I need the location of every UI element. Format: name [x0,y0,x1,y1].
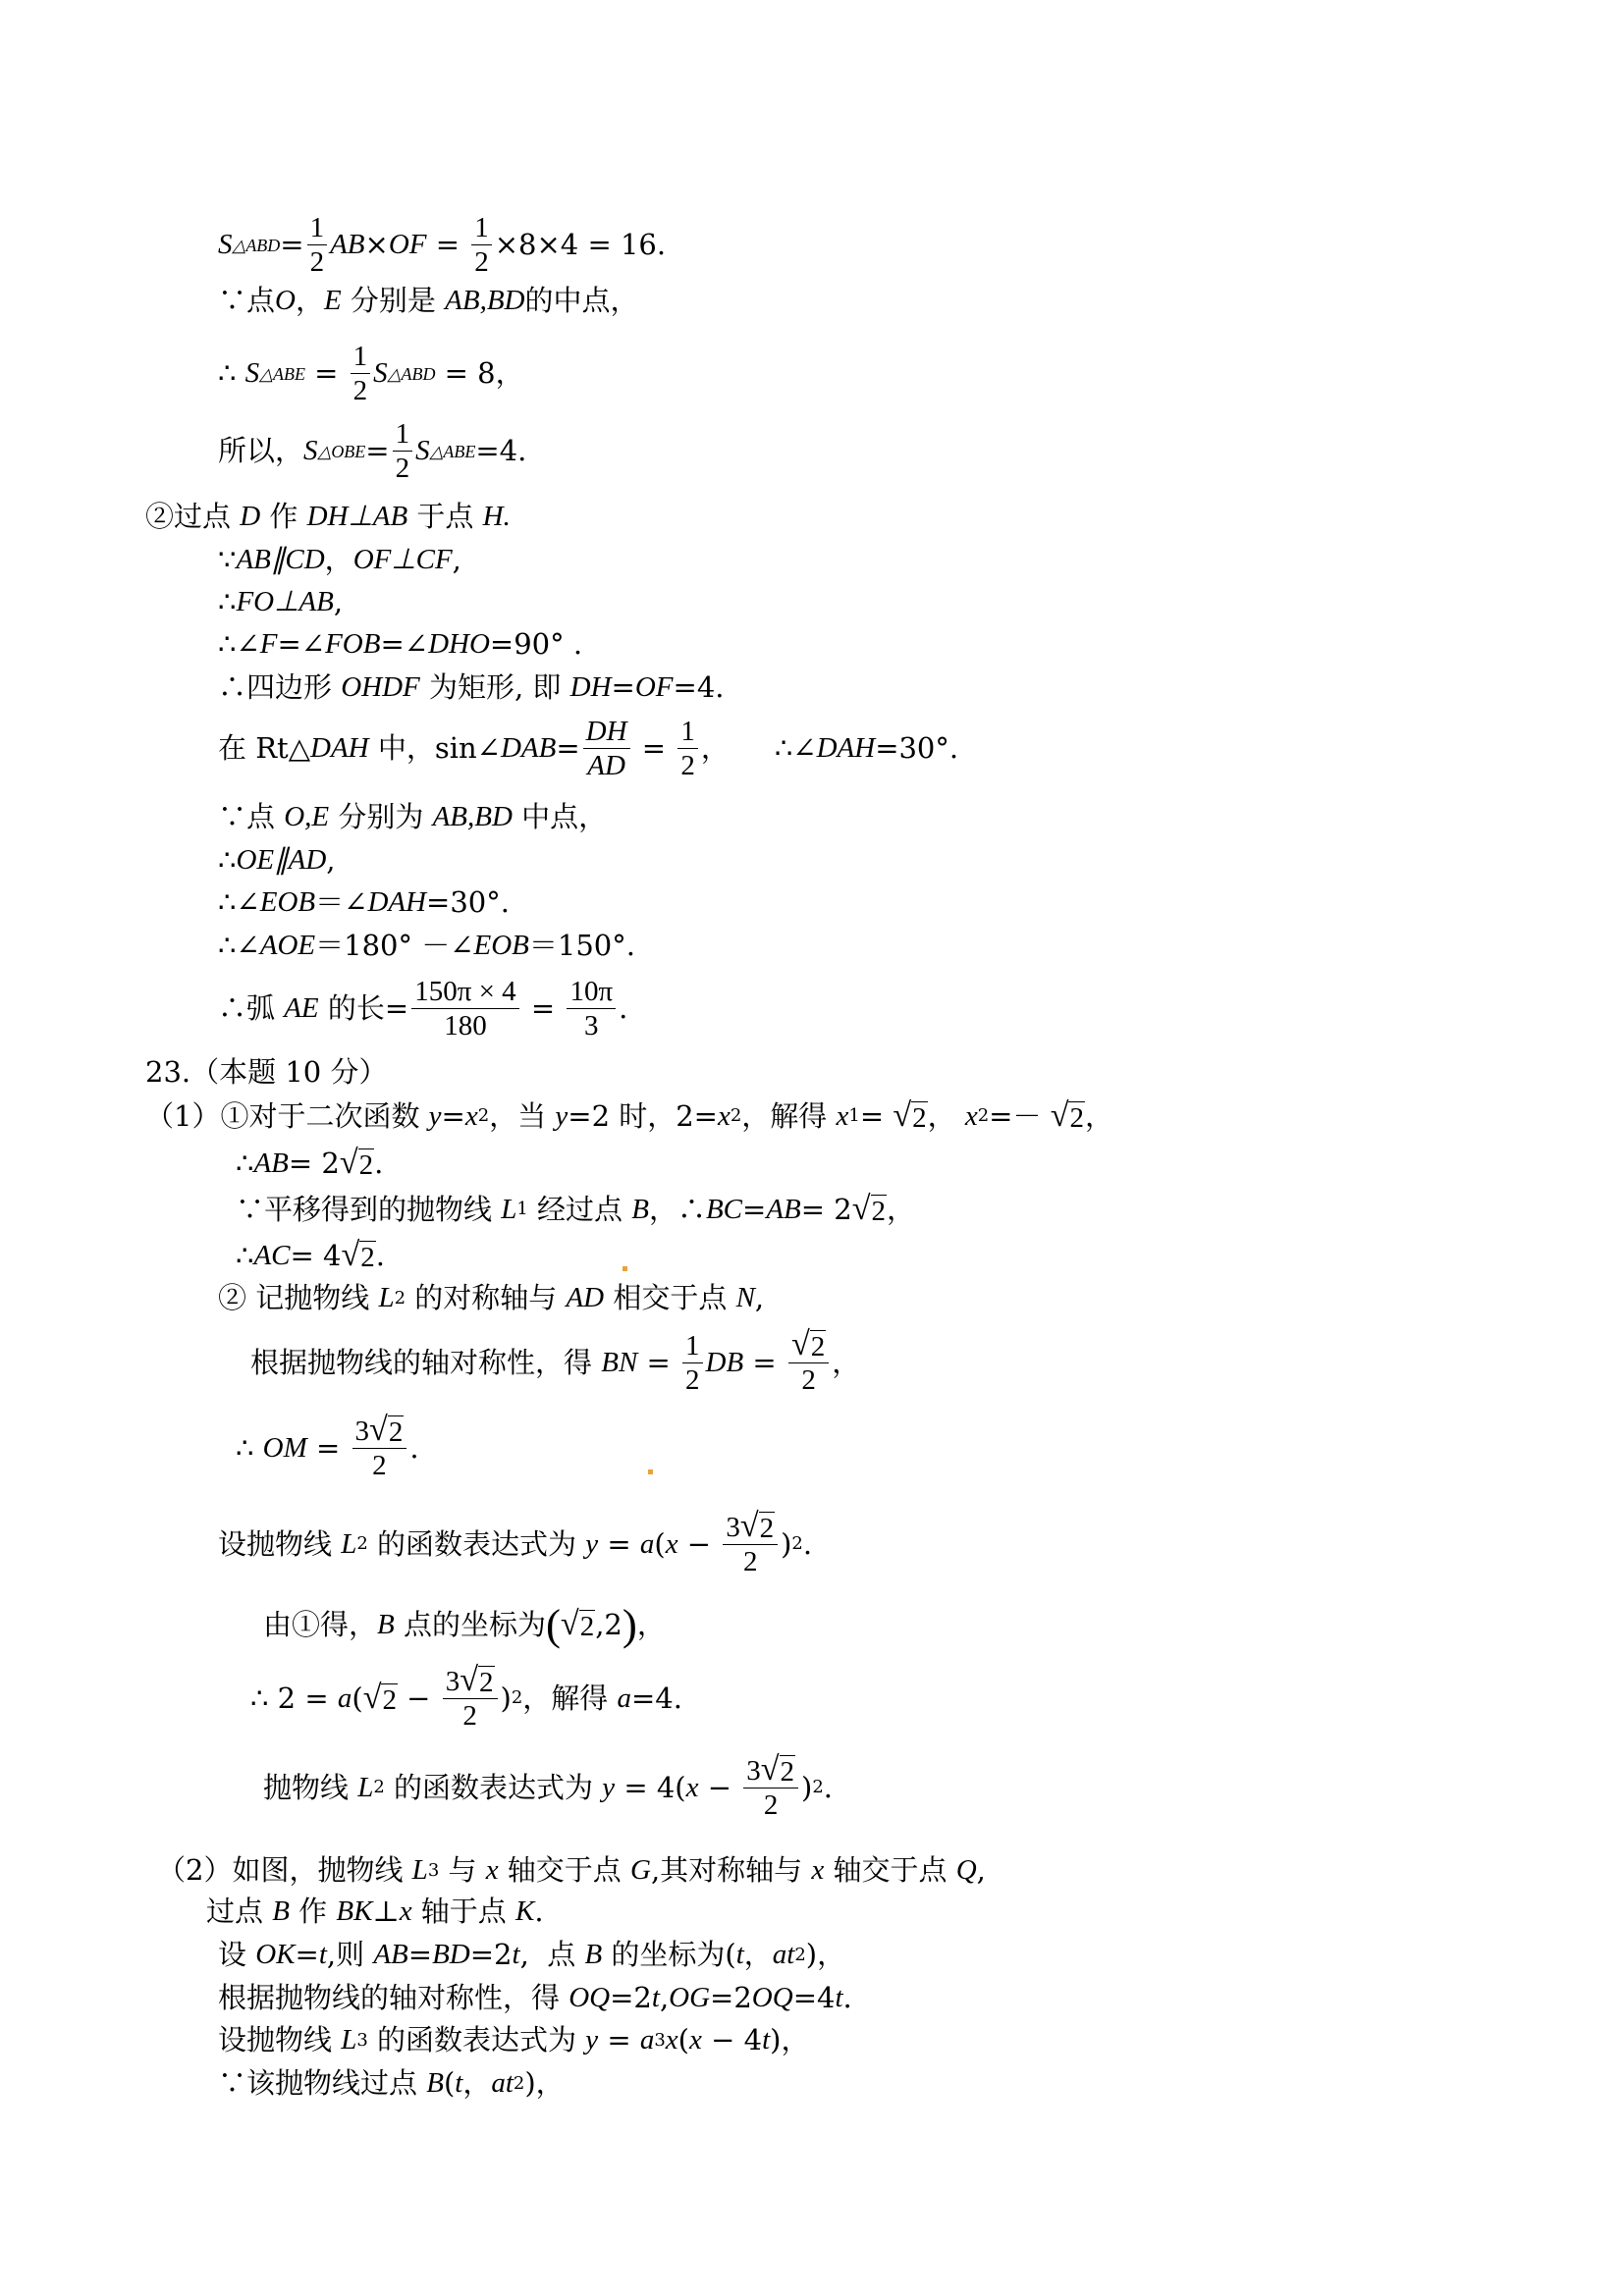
line-draw-dh: ②过点 D 作 DH⊥AB 于点 H. [145,500,511,533]
scan-dot [623,1266,627,1271]
fraction: $\frac{150\pi \times 4}{180}$ [411,975,519,1042]
line-area-obe: 所以， S △OBE = $\frac{1}{2}$ S △ABE =4. [218,418,527,485]
sqrt: √ 2 [460,1662,494,1698]
sqrt: √ 2 [893,1097,927,1134]
fraction: $\frac{1}{2}$ [307,211,328,279]
line-fo-perp: ∴ FO⊥AB , [218,585,344,618]
line-l3-intro: （2）如图，抛物线 L 3 与 x 轴交于点 G ,其对称轴与 x 轴交于点 Q , [157,1853,986,1887]
fraction: $\frac{DH}{AD}$ [583,715,630,782]
line-sine: 在 Rt△ DAH 中，sin∠ DAB = $\frac{DH}{AD}$ = $\frac{1}{2}$ ， ∴∠ DAH =30°. [218,716,959,782]
sqrt: √ 2 [739,1508,775,1544]
line-solve-a: ∴ 2 = a ( √ 2 − 3 √ 2 2 ) 2 ，解得 a =4. [250,1662,682,1733]
sqrt: √ 2 [790,1326,826,1362]
fraction: $\frac{1}{2}$ [682,1329,703,1397]
line-axis-l2: ② 记抛物线 L 2 的对称轴与 AD 相交于点 N , [218,1281,765,1314]
fraction: $\frac{1}{2}$ [351,340,371,407]
sqrt: √ 2 [369,1412,404,1448]
line-bn: 根据抛物线的轴对称性，得 BN = $\frac{1}{2}$ DB = √ 2 2 ， [250,1326,861,1397]
fraction: √ 2 2 [788,1328,829,1397]
line-oe-parallel: ∴ OE∥AD , [218,843,336,877]
line-ac-length: ∴ AC = 4 √ 2 . [236,1237,385,1273]
fraction: $\frac{1}{2}$ [393,417,413,485]
sqrt: √ 2 [760,1751,795,1788]
line-bk: 过点 B 作 BK ⊥ x 轴于点 K . [206,1895,544,1928]
sqrt: √ 2 [851,1191,887,1227]
line-om: ∴ OM = 3 √ 2 2 . [236,1412,419,1482]
fraction: 3 √ 2 2 [743,1753,798,1822]
fraction: 3 √ 2 2 [352,1414,407,1482]
fraction: $\frac{10\pi}{3}$ [567,975,616,1042]
line-angle-eob: ∴∠ EOB ＝∠ DAH =30°. [218,885,510,919]
line-area-abe: ∴ S △ABE = $\frac{1}{2}$ S △ABD = 8， [218,341,524,407]
line-rectangle: ∴四边形 OHDF 为矩形, 即 DH = OF =4. [218,670,725,704]
sqrt: √ 2 [339,1145,374,1181]
sqrt: √ 2 [341,1237,375,1273]
question-heading: 23.（本题 10 分） [145,1055,388,1089]
line-midpoints: ∵点 O ， E 分别是 AB,BD 的中点， [218,284,639,317]
line-set-ok: 设 OK = t ,则 AB = BD =2 t , 点 B 的坐标为( t ， at 2 )， [218,1938,846,1971]
line-l2-form: 设抛物线 L 2 的函数表达式为 y = a ( x − 3 √ 2 2 ) 2 . [218,1508,813,1578]
line-quadratic-roots: （1）①对于二次函数 y = x 2 ，当 y =2 时，2= x 2 ，解得 x 1 = √ 2 ， x 2 =－ √ 2 ， [145,1097,1113,1134]
line-b-coords: 由①得， B 点的坐标为 ( √ 2 ,2 ) ， [263,1600,666,1649]
line-l2-result: 抛物线 L 2 的函数表达式为 y = 4( x − 3 √ 2 2 ) 2 . [263,1751,833,1822]
fraction: 3 √ 2 2 [723,1510,778,1578]
fraction: $\frac{1}{2}$ [471,211,492,279]
line-translate-l1: ∵平移得到的抛物线 L 1 经过点 B ，∴ BC = AB = 2 √ 2 ， [236,1191,916,1227]
line-oq-og: 根据抛物线的轴对称性，得 OQ =2 t , OG =2 OQ =4 t . [218,1981,852,2014]
sqrt: √ 2 [560,1606,595,1643]
line-arc-length: ∴弧 AE 的长= $\frac{150\pi \times 4}{180}$ = $\frac{10\pi}{3}$ . [218,976,628,1042]
fraction: $\frac{1}{2}$ [677,715,698,782]
scan-dot [648,1469,653,1474]
line-l3-form: 设抛物线 L 3 的函数表达式为 y = a 3 x ( x − 4 t ) ， [218,2023,810,2056]
line-midpoints-oe: ∵点 O,E 分别为 AB,BD 中点， [218,800,608,833]
sqrt: √ 2 [362,1680,397,1717]
fraction: 3 √ 2 2 [443,1664,498,1733]
line-area-abd: S △ABD = $\frac{1}{2}$ AB × OF = $\frac{1}{2}$ ×8×4 = 16. [218,212,667,279]
line-angle-aoe: ∴∠ AOE ＝180° －∠ EOB ＝150°. [218,929,635,962]
line-passes-b: ∵该抛物线过点 B ( t ， at 2 )， [218,2066,565,2100]
line-right-angles: ∴∠ F =∠ FOB =∠ DHO =90° . [218,627,583,661]
line-parallel: ∵ AB∥CD ， OF⊥CF , [218,543,461,576]
line-ab-length: ∴ AB = 2 √ 2 . [236,1145,384,1181]
sqrt: √ 2 [1050,1097,1084,1134]
